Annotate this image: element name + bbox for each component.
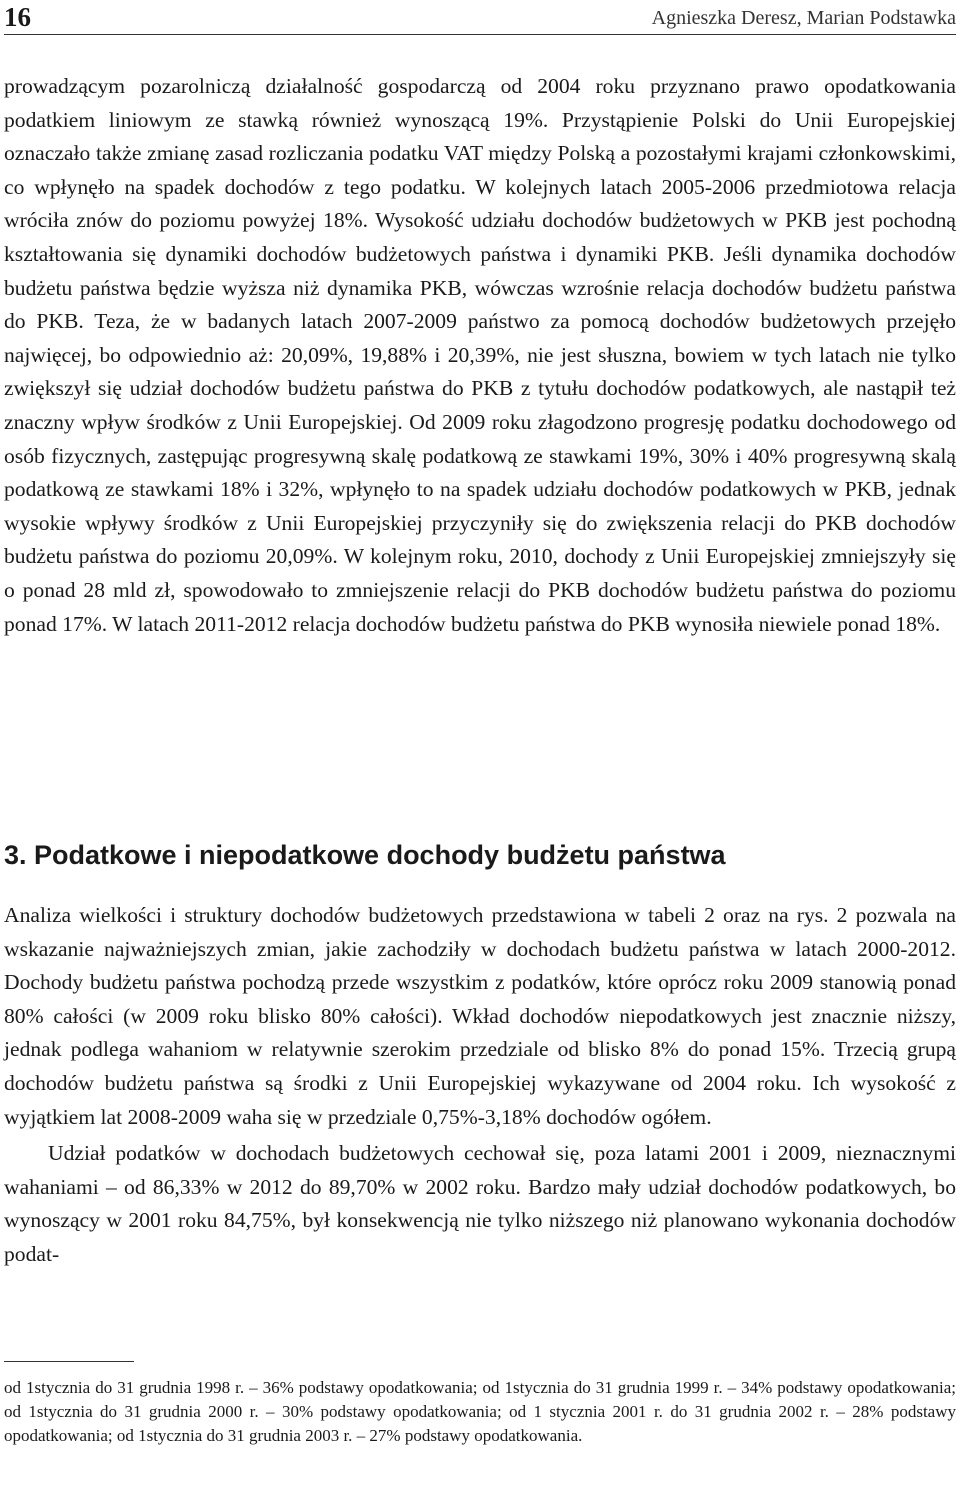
page-number: 16 xyxy=(4,2,31,32)
running-head: Agnieszka Deresz, Marian Podstawka xyxy=(651,7,956,29)
page-header xyxy=(4,2,956,32)
paragraph-2: Analiza wielkości i struktury dochodów budżetowych przedstawiona w tabeli 2 oraz na rys. 2 pozwala na wskazanie najważniejszych zmian, jakie zachodziły w dochodach budżetu państwa w latach 2000-2012. Dochody budżetu państwa pochodzą przede wszystkim z podatków, które oprócz roku 2009 stanowią ponad 80% całości (w 2009 roku blisko 80% całości). Wkład dochodów niepodatkowych jest znacznie niższy, jednak podlega wahaniom w relatywnie szerokim przedziale od blisko 8% do ponad 15%. Trzecią grupą dochodów budżetu państwa są środki z Unii Europejskiej wykazywane od 2004 roku. Ich wysokość z wyjątkiem lat 2008-2009 waha się w przedziale 0,75%-3,18% dochodów ogółem. xyxy=(4,903,956,1129)
body-text xyxy=(4,70,956,1272)
paragraph-3: Udział podatków w dochodach budżetowych cechował się, poza latami 2001 i 2009, nieznacznymi wahaniami – od 86,33% w 2012 do 89,70% w 2002 roku. Bardzo mały udział dochodów podatkowych, bo wynoszący w 2001 roku 84,75%, był konsekwencją nie tylko niższego niż planowano wykonania dochodów podat- xyxy=(4,1141,956,1266)
section-heading: 3. Podatkowe i niepodatkowe dochody budżetu państwa xyxy=(4,840,726,870)
footnote: od 1stycznia do 31 grudnia 1998 r. – 36% podstawy opodatkowania; od 1stycznia do 31 grudnia 1999 r. – 34% podstawy opodatkowania; od 1stycznia do 31 grudnia 2000 r. – 30% podstawy opodatkowania; od 1 stycznia 2001 r. do 31 grudnia 2002 r. – 28% podstawy opodatkowania; od 1stycznia do 31 grudnia 2003 r. – 27% podstawy opodatkowania. xyxy=(4,1378,956,1445)
header-rule xyxy=(4,34,956,35)
footnote-rule xyxy=(4,1361,134,1362)
paragraph-1: prowadzącym pozarolniczą działalność gospodarczą od 2004 roku przyznano prawo opodatkowania podatkiem liniowym ze stawką również wynoszącą 19%. Przystąpienie Polski do Unii Europejskiej oznaczało także zmianę zasad rozliczania podatku VAT między Polską a pozostałymi krajami członkowskimi, co wpłynęło na spadek dochodów z tego podatku. W kolejnych latach 2005-2006 przedmiotowa relacja wróciła znów do poziomu powyżej 18%. Wysokość udziału dochodów budżetowych w PKB jest pochodną kształtowania się dynamiki dochodów budżetowych państwa i dynamiki PKB. Jeśli dynamika dochodów budżetu państwa będzie wyższa niż dynamika PKB, wówczas wzrośnie relacja dochodów budżetu państwa do PKB. Teza, że w badanych latach 2007-2009 państwo za pomocą dochodów budżetowych przejęło najwięcej, bo odpowiednio aż: 20,09%, 19,88% i 20,39%, nie jest słuszna, bowiem w tych latach nie tylko zwiększył się udział dochodów budżetu państwa do PKB z tytułu dochodów podatkowych, ale nastąpił też znaczny wpływ środków z Unii Europejskiej. Od 2009 roku złagodzono progresję podatku dochodowego od osób fizycznych, zastępując progresywną skalę podatkową ze stawkami 19%, 30% i 40% progresywną skalą podatkową ze stawkami 18% i 32%, wpłynęło to na spadek udziału dochodów podatkowych w PKB, jednak wysokie wpływy środków z Unii Europejskiej przyczyniły się do zwiększenia relacji do PKB dochodów budżetu państwa do poziomu 20,09%. W kolejnym roku, 2010, dochody z Unii Europejskiej zmniejszyły się o ponad 28 mld zł, spowodowało to zmniejszenie relacji do PKB dochodów budżetu państwa do poziomu ponad 17%. W latach 2011-2012 relacja dochodów budżetu państwa do PKB wynosiła niewiele ponad 18%. xyxy=(4,74,956,636)
